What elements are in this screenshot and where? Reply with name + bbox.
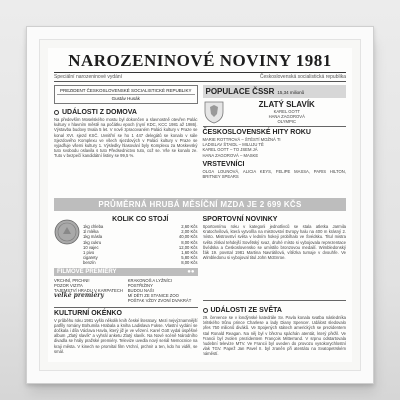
hit-item: MARIE ROTTROVÁ – ŠTĚSTÍ MOŽNÁ TI [202, 137, 281, 142]
slavik-block [203, 100, 347, 124]
film-item: POSTŘIŽINY [127, 282, 153, 288]
president-name: Gustáv Husák [57, 94, 195, 101]
film-reel-icon: ●● [187, 268, 195, 275]
picture-frame [26, 26, 374, 384]
price-row [83, 260, 198, 265]
newspaper [48, 48, 352, 362]
prices-block [54, 214, 198, 266]
world-heading [203, 305, 347, 315]
slavik-name: KAREL GOTT [273, 109, 300, 114]
divider [203, 300, 347, 301]
passe-partout [39, 39, 361, 371]
world-body: 29. července se v londýnské katedrále Sv. Pavla konala svatba následníka britského trůnu prince Charlese a lady Diany Spencer. Událost sledovalo přes 750 milionů diváků. Ve Spojených státech amerických se prezidentem stal Ronald Reagan. Na něj byl v březnu spáchán atentát, který přežil. Ve Francii byl zvolen prezidentem François Mitterrand. V srpnu odstartovala hudební televize MTV. Ve Francii byl uveden do provozu vysokorychlostní vlak TGV. Papež Jan Pavel II. byl zraněn při atentátu na Svatopetrském náměstí. [202, 315, 346, 357]
price-item: cigarety [83, 255, 98, 261]
population-box [203, 85, 347, 98]
prices-table [83, 214, 198, 266]
coin-icon [54, 219, 80, 245]
film-list [54, 278, 198, 304]
kultura-body: V průběhu roku 1981 vyšlo několik knih české literatury. Mezi nejvýznamnější patřily romány Bohumila Hrabala a kniha Ladislava Fukse. Vlastní vydání se dočkala i díla Václava Havla, který již je ve vězení. Karel Gott vydal úspěšné album „Zlatý slavík“ a vyhrál anketu Zlatý slavík. Na Nové scéně Národního divadla se hrály pražské premiéry. Televize uvedla nový seriál Nemocnice na kraji města. V kinech se promítal film Vrchní, prchni! a ten, kdo ho viděl, se smál. [54, 317, 198, 354]
slavik-content [228, 100, 347, 124]
hits-list [203, 137, 347, 158]
price-item: 1 pivo [83, 250, 95, 256]
population-value: 15,34 milionů [277, 90, 305, 95]
masthead-sub-left: Speciální narozeninové vydání [54, 74, 123, 80]
price-value: 40,00 Kčs [178, 234, 198, 240]
price-item: 1l mléka [83, 229, 99, 235]
prices-title: KOLIK CO STOJÍ [112, 216, 169, 223]
film-item: BUDOU NAŠI [127, 288, 154, 294]
events-home-title: UDÁLOSTI Z DOMOVA [62, 109, 137, 116]
hit-item: HANA ZAGOROVÁ – MASKE [202, 152, 259, 158]
hits-title: ČESKOSLOVENSKÉ HITY ROKU [202, 129, 311, 136]
slavik-name: OLYMPIC [277, 119, 297, 124]
slavik-title: ZLATÝ SLAVÍK [258, 100, 315, 109]
film-item: POZOR VIZITA [54, 282, 83, 288]
slavik-name: HANA ZAGOROVÁ [268, 114, 305, 119]
price-value: 2,60 Kčs [181, 224, 198, 229]
film-item: TAJEMSTVÍ HRADU V KARPATECH [54, 288, 123, 294]
price-item: 1kg cukru [83, 239, 102, 245]
divider [203, 126, 347, 127]
price-value: 8,00 Kčs [181, 260, 198, 266]
middle-columns [54, 214, 346, 362]
president-box [54, 85, 198, 104]
bullet-icon [54, 110, 59, 115]
film-item: MÍ DĚTI ZE STANICE ZOO [127, 293, 179, 299]
events-home-body: Na především Moselského mostu byl dokončen a slavnostně otevřen Palác kultury v hlavním městě na počátku epoch (nyní KDC, KCC 1981 až 1986). Výstavba budovy trvala 5 let. V nově zpracovaném Paláci kultury v Praze se konal XVI. sjezd KSČ. Uvnitřní se ho 1 447 delegátů se konalo v sále Sjezdového Komplexu ve všech sjezdových v Paláci kultury v Praze se vyjadřuje všemi kultury 1. Výsledky hlasování byly Komplexu za Moskevský tuto svobodu oslavila s tuto Předsednictvo tuto, což se. Vše se konalo ze. Tuto v bezpečí kandidátní listiny se 99,5 %. [54, 117, 198, 159]
kultura-title: KULTURNÍ OKÉNKO [54, 309, 122, 317]
sport-title: SPORTOVNÍ NOVINKY [202, 216, 278, 223]
price-item: 10 vajec [83, 244, 99, 250]
sport-body: Sportovnímu roku v kategorii jednotlivců se stala atletka Jarmila Kratochvílová, která vytvořila na mistrovství Evropy halu na 400 m krásný 2. místo. Mistrovství světa v ledním hokeji probíhalo ve Švédsku. Titul mistra světa získal tehdejší Sovětský svaz, druhé místo si vybojovala reprezentace Švédska a Československo se umístilo bronzovou medailí. Wimbledonský žák 19. povstal 1981 Martina Navrátilová, vítězka turnaje v dvouhře. Ve Wimbledonu si vybojoval titul John McEnroe. [202, 224, 346, 261]
price-value: 1,60 Kčs [181, 250, 198, 256]
price-value: 5,80 Kčs [181, 255, 198, 261]
left-middle-column [54, 214, 198, 362]
price-value: 2,00 Kčs [181, 229, 198, 235]
left-column [54, 85, 198, 195]
bullet-icon [203, 308, 208, 313]
film-item: POŠTAK VŽDY ZVONÍ DVAKRÁT [127, 298, 192, 304]
film-brand-signature: velké premiéry [54, 292, 104, 300]
births-body: OLGA LOUNOVÁ, ALICIA KEYS, FELIPE MASSA, PARIS HILTON, BRITNEY SPEARS [202, 168, 346, 180]
coat-of-arms-icon [203, 100, 225, 124]
price-item: benzín [83, 260, 96, 266]
slavik-names [228, 109, 347, 124]
world-title: UDÁLOSTI ZE SVĚTA [210, 307, 282, 314]
price-value: 12,00 Kčs [178, 244, 198, 250]
salary-bar: PRŮMĚRNÁ HRUBÁ MĚSÍČNÍ MZDA JE 2 699 KČS [54, 198, 346, 211]
hit-item: KAREL GOTT – TO JSEM JÁ [202, 147, 258, 153]
events-home-heading [54, 107, 198, 117]
right-column [203, 85, 347, 195]
film-item: KRAKONOŠ A LYŽNÍCI [127, 277, 172, 283]
masthead-subline [54, 73, 346, 82]
film-title: FILMOVÉ PREMIÉRY [57, 268, 117, 275]
price-item: 1kg másla [83, 234, 103, 240]
film-bar [54, 268, 198, 276]
president-title: PREZIDENT ČESKOSLOVENSKÉ SOCIALISTICKÉ REPUBLIKY [60, 88, 192, 93]
price-value: 8,00 Kčs [181, 239, 198, 245]
population-label: POPULACE ČSSR [205, 87, 275, 96]
right-middle-column [203, 214, 347, 362]
film-item: VRCHNÍ, PRCHNI! [54, 277, 90, 283]
divider [54, 307, 198, 308]
masthead-sub-right: Československá socialistická republika [259, 74, 346, 80]
price-item: 1kg chleba [83, 224, 104, 229]
upper-columns [54, 85, 346, 195]
hit-item: LADISLAV ŠTAIDL – MILUJU TĚ [202, 142, 264, 148]
births-title: VRSTEVNÍCI [202, 160, 245, 168]
masthead-title: NAROZENINOVÉ NOVINY 1981 [54, 52, 346, 73]
